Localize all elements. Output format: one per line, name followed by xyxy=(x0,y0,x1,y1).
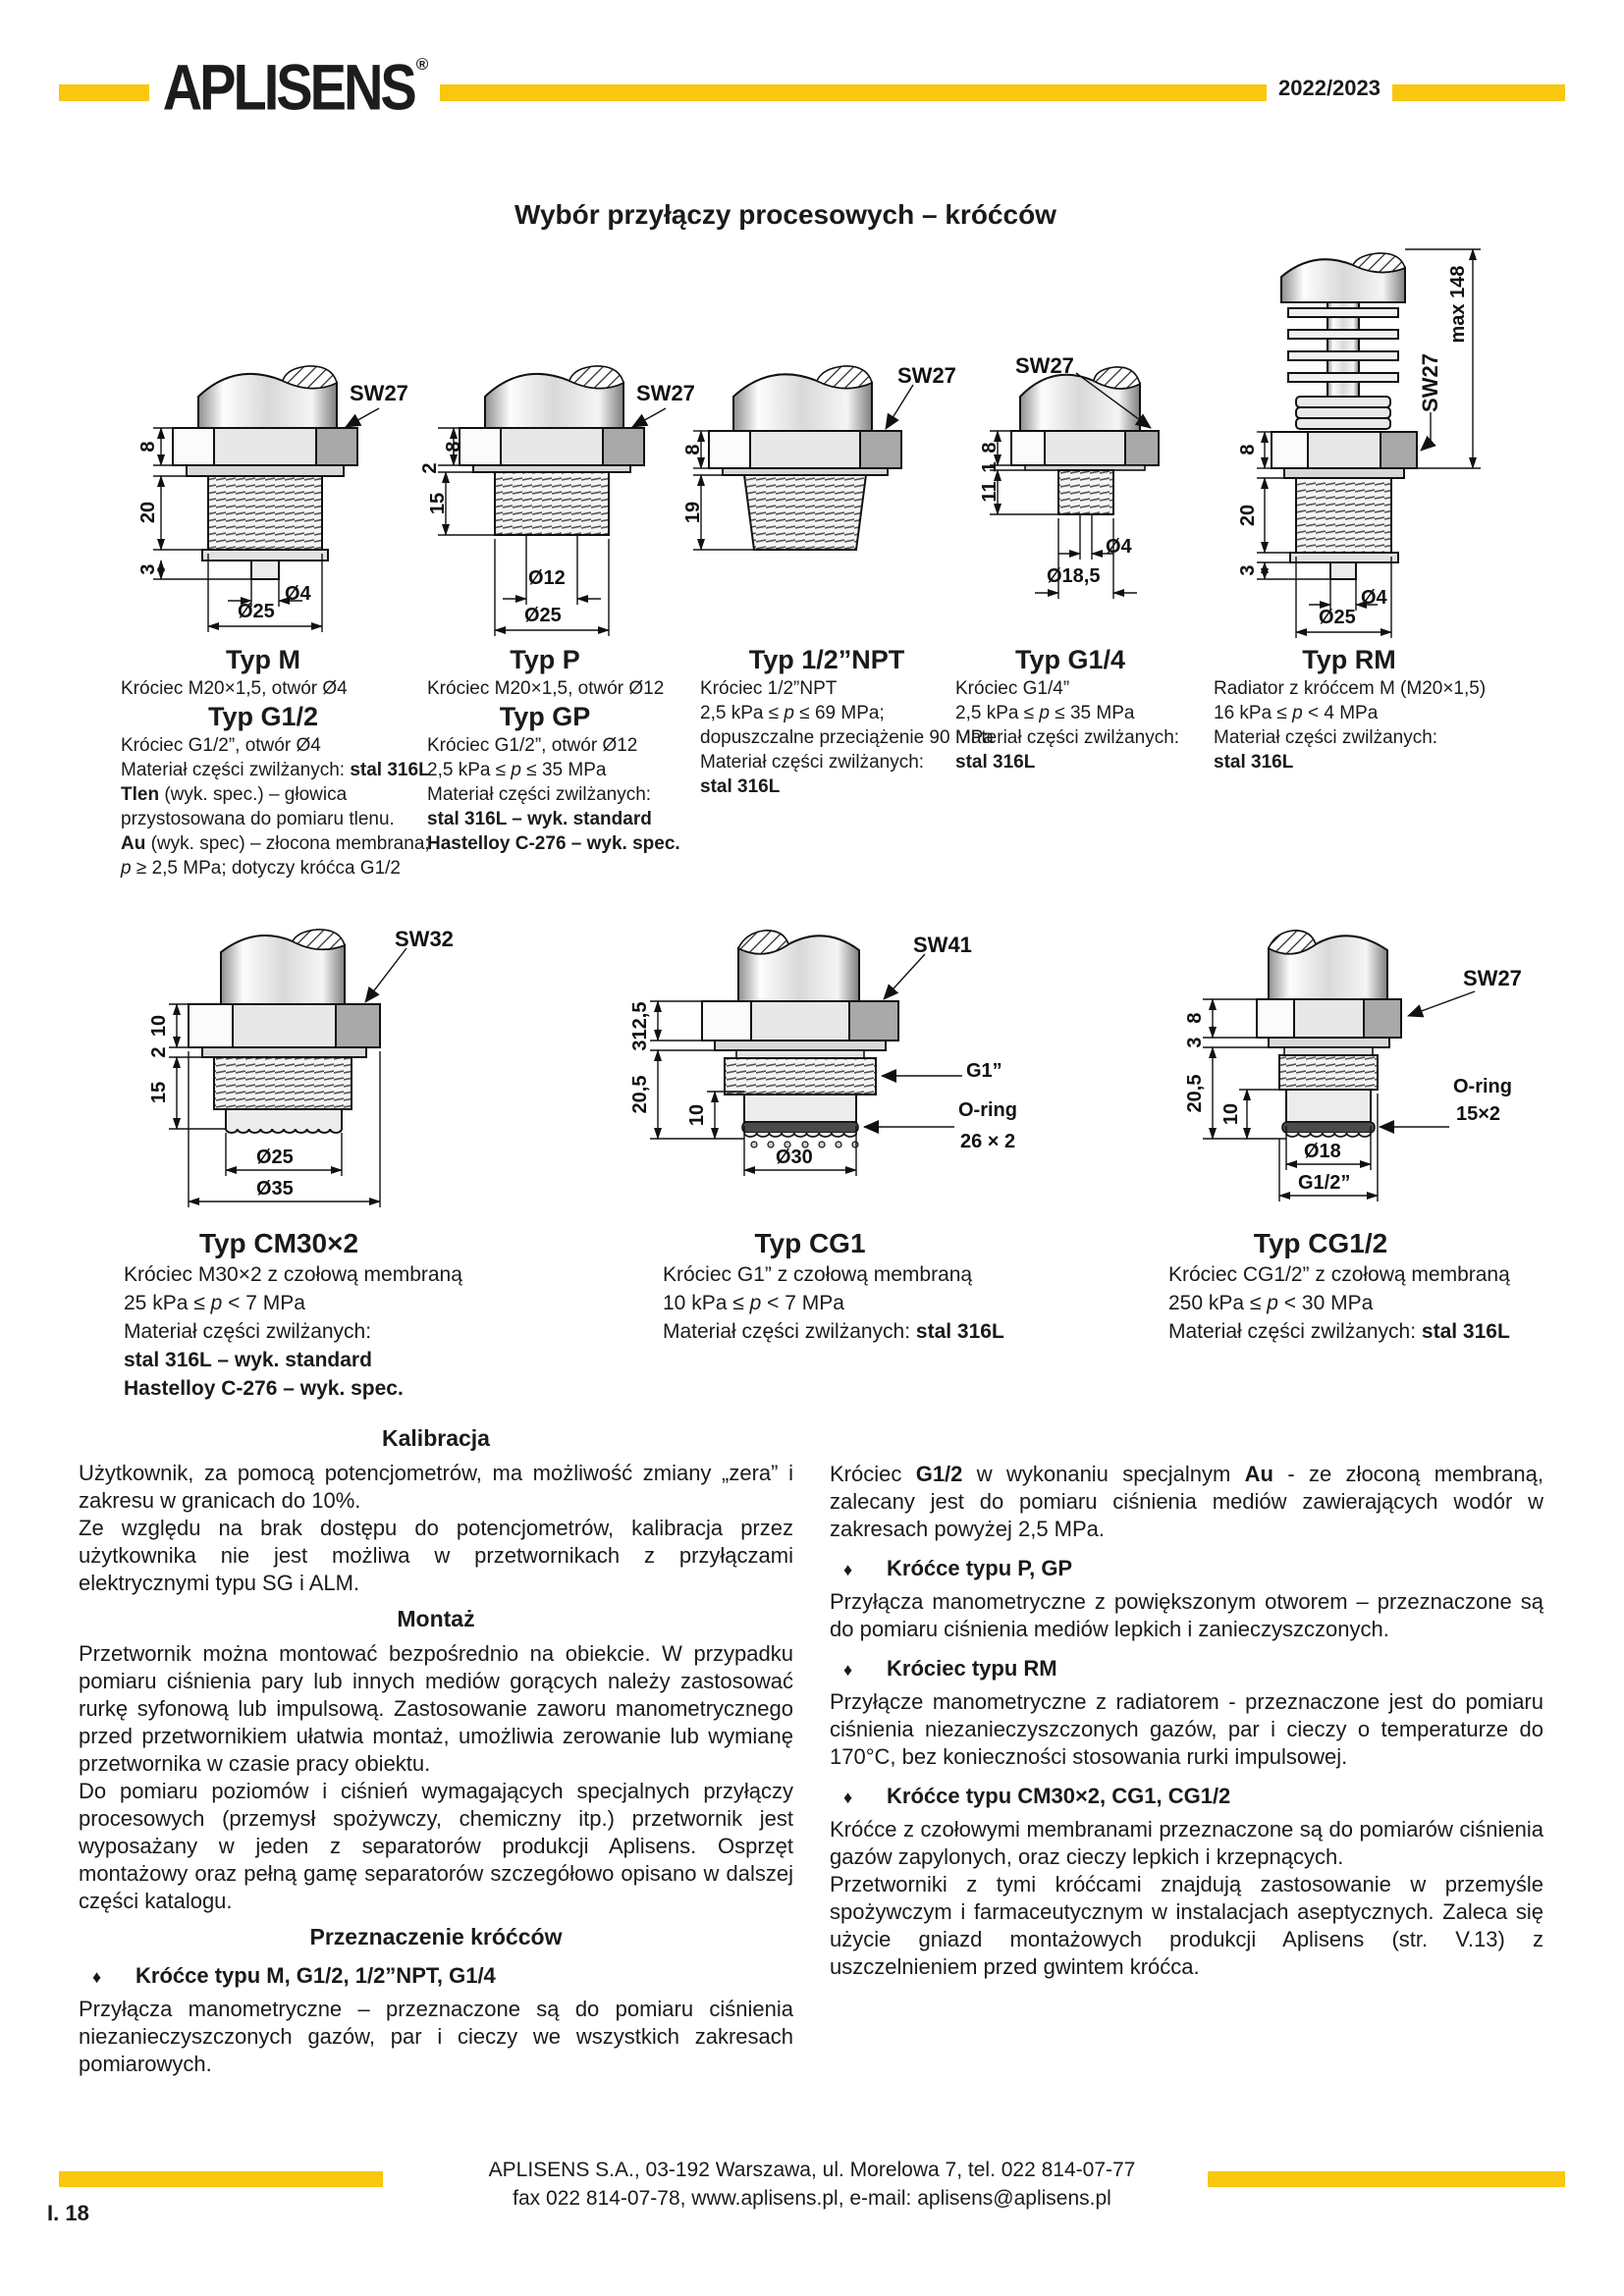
text: Radiator z króćcem M (M20×1,5) xyxy=(1214,678,1487,699)
diamond-bullet-icon: ♦ xyxy=(843,1788,853,1807)
dim-height-11: 11 xyxy=(979,481,1001,503)
header-bar-right xyxy=(1392,84,1565,101)
text: Przyłącza manometryczne z powiększonym otworem – przeznaczone są do pomiaru ciśnienia mediów lepkich i zanieczyszczonych. xyxy=(830,1589,1543,1641)
registered-mark-icon: ® xyxy=(415,55,429,74)
desc-line xyxy=(1214,701,1485,725)
desc-line xyxy=(700,676,953,701)
bullet-text: Króćce typu CM30×2, CG1, CG1/2 xyxy=(887,1784,1231,1808)
text: Króciec M20×1,5, otwór Ø4 xyxy=(121,678,348,699)
text: Typ CM30×2 xyxy=(198,1228,359,1258)
bold-text: stal 316L – wyk. standard xyxy=(427,809,652,829)
dim-membrane-diameter: Ø25 xyxy=(256,1147,294,1168)
bold-text: stal 316L xyxy=(915,1320,1004,1343)
italic-text: p xyxy=(511,760,521,780)
desc-line xyxy=(663,1260,973,1289)
text: Materiał części zwilżanych: xyxy=(663,1320,916,1343)
wrench-size-callout: SW27 xyxy=(636,381,695,405)
desc-typ-g14 xyxy=(955,644,1185,774)
bold-text: Tlen xyxy=(121,784,160,805)
type-heading xyxy=(427,644,663,676)
text: Króciec G1/2”, otwór Ø4 xyxy=(121,735,321,756)
pipe-body xyxy=(733,366,872,431)
text: przystosowana do pomiaru tlenu. xyxy=(121,809,395,829)
dim-height-8: 8 xyxy=(1184,1012,1206,1024)
bold-text: Hastelloy C-276 – wyk. spec. xyxy=(124,1377,404,1400)
text: Typ GP xyxy=(499,702,591,731)
text: Materiał części zwilżanych: xyxy=(1214,727,1438,748)
desc-line xyxy=(1214,750,1485,774)
thread xyxy=(1058,470,1113,514)
dim-height-8: 8 xyxy=(1237,444,1259,455)
drawing-typ-npt xyxy=(687,357,952,652)
text: Materiał części zwilżanych: xyxy=(700,752,925,773)
dim-height-8: 8 xyxy=(682,444,704,455)
desc-line xyxy=(663,1317,1004,1346)
bold-text: stal 316L xyxy=(1214,752,1294,773)
text: Do pomiaru poziomów i ciśnień wymagających specjalnych przyłączy procesowych (przemysł spożywczy, chemiczny itp.) przetwornik jest wyposażany w jeden z separatorów produkcji Aplisens. Osprzęt montażowy oraz pełną gamę separatorów szczegółowo opisano w dalszej części katalogu. xyxy=(79,1779,793,1913)
text: Materiał części zwilżanych: xyxy=(124,1320,372,1343)
header-bar-middle xyxy=(440,84,1267,101)
hex-nut xyxy=(702,1001,898,1041)
desc-typ-cg12 xyxy=(1168,1227,1510,1346)
membrane-body xyxy=(1286,1090,1371,1122)
figure-typ-rm xyxy=(1218,245,1532,658)
dim-outer-diameter: Ø25 xyxy=(1319,607,1356,628)
desc-line xyxy=(1168,1260,1510,1289)
desc-line xyxy=(121,782,406,807)
text: Króciec M20×1,5, otwór Ø12 xyxy=(427,678,665,699)
dim-height-1: 1 xyxy=(979,461,1001,473)
paragraph xyxy=(79,1460,793,1515)
text: Typ RM xyxy=(1302,645,1396,674)
wrench-size-callout: SW32 xyxy=(395,927,454,951)
dim-outer-diameter: Ø18,5 xyxy=(1047,565,1101,587)
desc-line xyxy=(700,725,994,750)
hex-nut xyxy=(173,428,357,465)
tapered-thread xyxy=(744,475,866,550)
figure-typ-p xyxy=(419,357,719,652)
text: Typ P xyxy=(510,645,580,674)
figure-typ-cg1 xyxy=(628,923,1080,1247)
text: ≥ 2,5 MPa; dotyczy króćca G1/2 xyxy=(131,858,402,879)
italic-text: p xyxy=(749,1292,762,1314)
dim-thread-size: G1/2” xyxy=(1298,1172,1351,1194)
thread xyxy=(725,1058,876,1095)
o-ring-size-label: 26 × 2 xyxy=(960,1131,1016,1152)
desc-line xyxy=(121,733,406,758)
bottom-washer xyxy=(202,550,328,561)
text: Materiał części zwilżanych: xyxy=(955,727,1180,748)
type-heading xyxy=(663,1227,957,1260)
paragraph xyxy=(830,1816,1543,1871)
dim-height-19: 19 xyxy=(682,501,704,524)
italic-text: p xyxy=(1039,703,1050,723)
dim-height-10: 10 xyxy=(686,1103,708,1127)
dim-bore-diameter: Ø4 xyxy=(1106,536,1132,558)
text: Przyłącza manometryczne – przeznaczone są do pomiaru ciśnienia niezanieczyszczonych gazów, par i cieczy we wszystkich zakresach pomiarowych. xyxy=(79,1997,793,2076)
wrench-size-callout: SW27 xyxy=(1418,353,1442,412)
dim-height-3: 3 xyxy=(629,1040,651,1051)
type-heading xyxy=(427,701,663,733)
paragraph xyxy=(79,1996,793,2078)
desc-line xyxy=(700,774,953,799)
bold-text: Au xyxy=(1244,1462,1273,1486)
spigot xyxy=(1330,562,1356,579)
dim-bore-diameter: Ø4 xyxy=(1361,587,1387,609)
washer xyxy=(1269,1038,1389,1047)
text: < 7 MPa xyxy=(222,1292,305,1314)
bullet-item xyxy=(79,1962,793,1991)
text: < 7 MPa xyxy=(761,1292,844,1314)
desc-line xyxy=(427,676,663,701)
text: 16 kPa ≤ xyxy=(1214,703,1293,723)
text: - ze złoconą membraną, zalecany jest do pomiaru ciśnienia mediów zawierających wodór w zakresach powyżej 2,5 MPa. xyxy=(830,1462,1543,1541)
footer-address xyxy=(419,2156,1205,2213)
hex-nut xyxy=(1272,432,1417,468)
footer-bar-left xyxy=(59,2171,383,2187)
paragraph xyxy=(79,1515,793,1597)
type-heading xyxy=(1168,1227,1473,1260)
desc-line xyxy=(427,758,663,782)
dim-height-2: 2 xyxy=(419,462,441,474)
bullet-text: Króciec typu RM xyxy=(887,1656,1057,1681)
hex-nut xyxy=(460,428,644,465)
bold-text: stal 316L xyxy=(955,752,1036,773)
desc-line xyxy=(121,831,430,856)
desc-line xyxy=(124,1289,434,1317)
desc-line xyxy=(124,1260,462,1289)
dim-height-10: 10 xyxy=(1220,1102,1242,1126)
desc-typ-cm30 xyxy=(124,1227,462,1403)
o-ring-label: O-ring xyxy=(958,1099,1017,1121)
desc-line xyxy=(121,856,406,881)
desc-line xyxy=(121,807,406,831)
bullet-item xyxy=(830,1555,1543,1583)
text: Materiał części zwilżanych: xyxy=(121,760,351,780)
text: ≤ 35 MPa xyxy=(521,760,607,780)
washer xyxy=(723,468,888,475)
text: (wyk. spec) – złocona membrana; xyxy=(145,833,430,854)
hex-nut xyxy=(1257,999,1401,1038)
desc-line xyxy=(427,733,663,758)
bullet-text: Króćce typu M, G1/2, 1/2”NPT, G1/4 xyxy=(135,1963,496,1988)
bullet-text: Króćce typu P, GP xyxy=(887,1556,1073,1580)
desc-line xyxy=(663,1289,957,1317)
page-title: Wybór przyłączy procesowych – króćców xyxy=(514,199,1056,230)
text: Użytkownik, za pomocą potencjometrów, ma możliwość zmiany „zera” i zakresu w granicach do 10%. xyxy=(79,1461,793,1513)
hex-nut xyxy=(709,431,901,468)
dim-bore-diameter: Ø12 xyxy=(528,567,566,589)
wrench-size-callout: SW27 xyxy=(1463,966,1522,990)
pipe-body xyxy=(198,366,337,428)
membrane-body xyxy=(744,1095,856,1122)
membrane xyxy=(226,1109,342,1133)
body-column-left xyxy=(79,1416,793,2078)
desc-line xyxy=(121,676,406,701)
dim-height-8: 8 xyxy=(443,441,464,453)
type-heading xyxy=(955,644,1185,676)
dim-height-10: 10 xyxy=(148,1014,170,1038)
footer-line-2: fax 022 814-07-78, www.aplisens.pl, e-mail: aplisens@aplisens.pl xyxy=(513,2187,1111,2210)
section-heading: Przeznaczenie króćców xyxy=(309,1924,563,1949)
desc-line xyxy=(955,701,1185,725)
drawing-typ-cg1 xyxy=(628,923,1080,1247)
paragraph xyxy=(79,1640,793,1778)
text: 2,5 kPa ≤ xyxy=(427,760,512,780)
dim-height-8: 8 xyxy=(979,442,1001,454)
bold-text: Hastelloy C-276 – wyk. spec. xyxy=(427,833,680,854)
pipe-body xyxy=(485,366,623,428)
bold-text: Au xyxy=(121,833,146,854)
bold-text: stal 316L – wyk. standard xyxy=(124,1349,372,1371)
type-heading xyxy=(1214,644,1485,676)
italic-text: p xyxy=(1267,1292,1278,1314)
wrench-size-callout: SW27 xyxy=(1015,353,1074,378)
desc-line xyxy=(955,676,1185,701)
text: 2,5 kPa ≤ xyxy=(955,703,1040,723)
neck xyxy=(1284,1047,1373,1055)
desc-line xyxy=(1168,1289,1473,1317)
dim-height-20: 20 xyxy=(137,501,159,524)
washer xyxy=(715,1041,886,1050)
figure-typ-m xyxy=(137,357,432,652)
thread xyxy=(208,476,322,550)
bottom-washer xyxy=(1290,553,1398,562)
catalog-edition: 2022/2023 xyxy=(1269,76,1390,101)
desc-line xyxy=(955,725,1185,750)
desc-line xyxy=(700,750,953,774)
text: Króciec M30×2 z czołową membraną xyxy=(124,1263,462,1286)
text: Typ 1/2”NPT xyxy=(748,645,905,674)
text: 25 kPa ≤ xyxy=(124,1292,211,1314)
diamond-bullet-icon: ♦ xyxy=(843,1660,853,1680)
paragraph xyxy=(79,1778,793,1915)
pipe-body xyxy=(738,931,859,1001)
dim-membrane-diameter: Ø18 xyxy=(1304,1141,1341,1162)
desc-line xyxy=(427,831,680,856)
washer xyxy=(202,1047,366,1057)
section-heading: Kalibracja xyxy=(382,1425,490,1451)
text: Króciec 1/2”NPT xyxy=(700,678,838,699)
figure-typ-g14 xyxy=(979,353,1237,652)
text: Typ CG1 xyxy=(754,1228,866,1258)
dim-outer-diameter: Ø25 xyxy=(238,601,275,622)
desc-line xyxy=(1168,1317,1510,1346)
thread xyxy=(495,472,609,535)
thread-size-label: G1” xyxy=(966,1060,1002,1082)
text: Typ M xyxy=(226,645,300,674)
desc-line xyxy=(124,1346,434,1374)
footer-line-1: APLISENS S.A., 03-192 Warszawa, ul. Morelowa 7, tel. 022 814-07-77 xyxy=(488,2159,1136,2181)
bold-text: stal 316L xyxy=(700,776,781,797)
bullet-item xyxy=(830,1655,1543,1683)
dim-height-20-5: 20,5 xyxy=(1184,1074,1206,1113)
paragraph xyxy=(830,1588,1543,1643)
diamond-bullet-icon: ♦ xyxy=(92,1967,102,1987)
logo-text: APLISENS xyxy=(162,49,414,124)
neck xyxy=(736,1050,864,1058)
text: ≤ 35 MPa xyxy=(1050,703,1135,723)
text: w wykonaniu specjalnym xyxy=(962,1462,1245,1486)
spigot xyxy=(251,561,279,579)
desc-line xyxy=(124,1374,434,1403)
type-heading xyxy=(700,644,953,676)
desc-typ-cg1 xyxy=(663,1227,1004,1346)
italic-text: p xyxy=(121,858,132,879)
text: Króciec G1/2”, otwór Ø12 xyxy=(427,735,638,756)
dim-height-15: 15 xyxy=(427,492,449,515)
text: (wyk. spec.) – głowica xyxy=(159,784,348,805)
type-heading xyxy=(121,644,406,676)
desc-line xyxy=(1214,725,1485,750)
bold-text: stal 316L xyxy=(1421,1320,1510,1343)
text: Króciec xyxy=(830,1462,916,1486)
type-heading xyxy=(121,701,406,733)
drawing-typ-cm30 xyxy=(118,923,471,1247)
desc-line xyxy=(427,782,663,807)
dim-membrane-diameter: Ø30 xyxy=(776,1147,813,1168)
thread xyxy=(1296,478,1391,553)
italic-text: p xyxy=(1292,703,1303,723)
pipe-body xyxy=(1269,931,1387,999)
paragraph xyxy=(830,1688,1543,1771)
figure-typ-npt xyxy=(682,357,956,652)
disc-stack xyxy=(1296,397,1390,429)
text: Typ G1/2 xyxy=(207,702,319,731)
membrane-serration xyxy=(1286,1133,1371,1137)
text: 2,5 kPa ≤ xyxy=(700,703,785,723)
dim-outer-diameter: Ø35 xyxy=(256,1178,294,1200)
dim-height-20: 20 xyxy=(1237,504,1259,527)
washer xyxy=(1284,468,1404,478)
bold-text: G1/2 xyxy=(915,1462,963,1486)
desc-typ-p xyxy=(427,644,680,856)
figure-typ-cg12 xyxy=(1129,923,1581,1247)
washer xyxy=(473,465,630,472)
desc-line xyxy=(124,1317,434,1346)
text: 10 kPa ≤ xyxy=(663,1292,750,1314)
dim-height-15: 15 xyxy=(148,1081,170,1104)
dim-height-3: 3 xyxy=(1237,564,1259,576)
text: ≤ 69 MPa; xyxy=(794,703,885,723)
hex-nut xyxy=(1011,431,1159,465)
pipe-body xyxy=(221,930,345,1004)
text: Typ G1/4 xyxy=(1014,645,1126,674)
dim-height-3: 3 xyxy=(1184,1037,1206,1048)
washer xyxy=(187,465,344,476)
drawing-typ-g14 xyxy=(982,357,1237,652)
dim-height-8: 8 xyxy=(137,441,159,453)
aplisens-logo xyxy=(149,22,440,151)
desc-typ-m xyxy=(121,644,430,881)
thread xyxy=(214,1057,352,1109)
desc-line xyxy=(121,758,430,782)
hex-nut xyxy=(189,1004,380,1047)
text: dopuszczalne przeciążenie 90 MPa xyxy=(700,727,994,748)
italic-text: p xyxy=(784,703,794,723)
diamond-bullet-icon: ♦ xyxy=(843,1560,853,1579)
paragraph xyxy=(830,1461,1543,1543)
section-heading: Montaż xyxy=(397,1606,475,1631)
text: Typ CG1/2 xyxy=(1253,1228,1388,1258)
text: Króciec CG1/2” z czołową membraną xyxy=(1168,1263,1510,1286)
dim-height-2: 2 xyxy=(148,1046,170,1058)
text: < 30 MPa xyxy=(1277,1292,1374,1314)
o-ring-size-label: 15×2 xyxy=(1456,1103,1501,1125)
dim-max-height: max 148 xyxy=(1447,265,1469,344)
thread xyxy=(1279,1055,1378,1090)
bullet-item xyxy=(830,1783,1543,1811)
desc-line xyxy=(427,807,663,831)
bold-text: stal 316L xyxy=(350,760,430,780)
text: Króciec G1” z czołową membraną xyxy=(663,1263,973,1286)
footer-bar-right xyxy=(1208,2171,1565,2187)
body-column-right xyxy=(830,1461,1543,1981)
desc-typ-npt xyxy=(700,644,994,799)
text: Króćce z czołowymi membranami przeznaczone są do pomiarów ciśnienia gazów zapylonych, oraz cieczy lepkich i krzepnących. xyxy=(830,1817,1543,1869)
wrench-size-callout: SW27 xyxy=(350,381,408,405)
desc-line xyxy=(955,750,1185,774)
text: Przetworniki z tymi króćcami znajdują zastosowanie w przemyśle spożywczym i farmaceutycznym w instalacjach aseptycznych. Zaleca się użycie gniazd montażowych produkcji Aplisens (str. V.13) z uszczelnieniem przed gwintem króćca. xyxy=(830,1872,1543,1979)
dim-height-20-5: 20,5 xyxy=(629,1075,651,1114)
desc-typ-rm xyxy=(1214,644,1485,774)
pipe-body xyxy=(1281,253,1405,302)
text: Króciec G1/4” xyxy=(955,678,1070,699)
text: Materiał części zwilżanych: xyxy=(1168,1320,1422,1343)
paragraph xyxy=(830,1871,1543,1981)
wrench-size-callout: SW27 xyxy=(897,363,956,388)
o-ring xyxy=(1282,1122,1375,1133)
figure-typ-cm30 xyxy=(118,923,471,1247)
membrane-serration xyxy=(744,1133,856,1137)
dim-height-12-5: 12,5 xyxy=(629,1001,651,1041)
dim-height-3: 3 xyxy=(137,563,159,575)
text: Materiał części zwilżanych: xyxy=(427,784,652,805)
dim-bore-diameter: Ø4 xyxy=(285,583,311,605)
text: < 4 MPa xyxy=(1302,703,1379,723)
o-ring-label: O-ring xyxy=(1453,1076,1512,1097)
text: Ze względu na brak dostępu do potencjometrów, kalibracja przez użytkownika nie jest możliwa w przetwornikach z przyłączami elektrycznymi typu SG i ALM. xyxy=(79,1516,793,1595)
dim-outer-diameter: Ø25 xyxy=(524,605,562,626)
header-bar-left xyxy=(59,84,149,101)
text: 250 kPa ≤ xyxy=(1168,1292,1268,1314)
text: Przetwornik można montować bezpośrednio na obiekcie. W przypadku pomiaru ciśnienia pary lub innych mediów gorących należy zastosować rurkę syfonową lub impulsową. Zastosowanie zaworu manometrycznego przed przetwornikiem ułatwia montaż, umożliwia zerowanie lub wymianę przetwornika w czasie pracy obiektu. xyxy=(79,1641,793,1776)
desc-line xyxy=(1214,676,1485,701)
type-heading xyxy=(124,1227,434,1260)
text: Przyłącze manometryczne z radiatorem - przeznaczone jest do pomiaru ciśnienia niezanieczyszczonych gazów, par i cieczy o temperaturze do 170°C, bez konieczności stosowania rurki impulsowej. xyxy=(830,1689,1543,1769)
wrench-size-callout: SW41 xyxy=(913,933,972,957)
desc-line xyxy=(700,701,953,725)
o-ring xyxy=(742,1122,858,1133)
page-number: I. 18 xyxy=(47,2201,89,2225)
italic-text: p xyxy=(210,1292,223,1314)
